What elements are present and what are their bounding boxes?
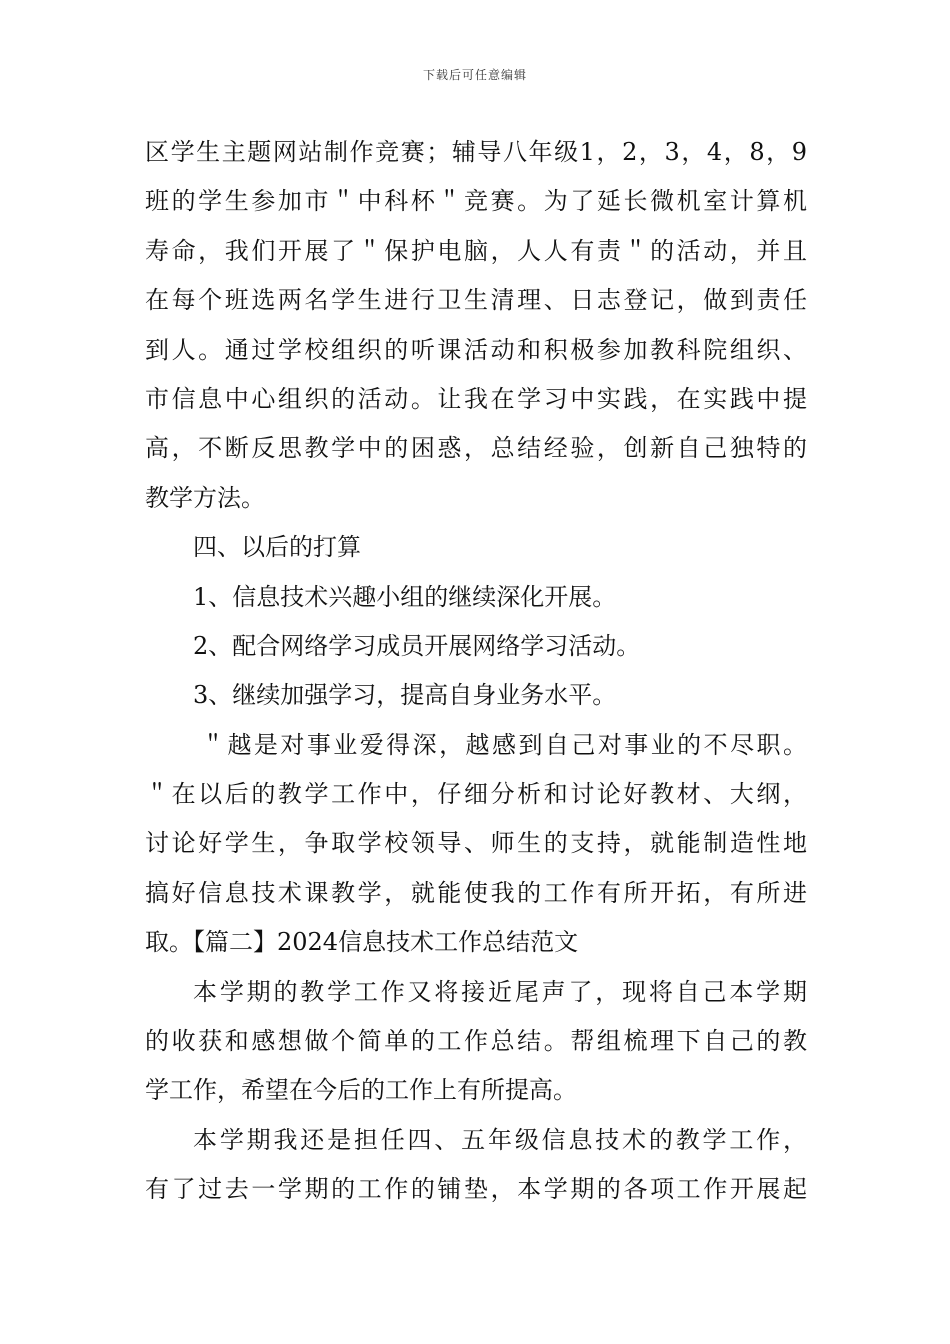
text-line: ＂越是对事业爱得深，越感到自己对事业的不尽职。 [201,730,807,759]
text-line: 讨论好学生，争取学校领导、师生的支持，就能制造性地 [145,829,807,858]
text-line: 在每个班选两名学生进行卫生清理、日志登记，做到责任 [145,286,807,315]
list-item: 2、配合网络学习成员开展网络学习活动。 [193,631,641,660]
text-line: 本学期的教学工作又将接近尾声了，现将自己本学期 [193,977,807,1006]
text-line: 高，不断反思教学中的困惑，总结经验，创新自己独特的 [145,434,807,463]
text-line: 学工作，希望在今后的工作上有所提高。 [145,1076,577,1105]
text-line: 班的学生参加市＂中科杯＂竞赛。为了延长微机室计算机 [145,187,807,216]
text-line: 到人。通过学校组织的听课活动和积极参加教科院组织、 [145,335,807,364]
text-line: 的收获和感想做个简单的工作总结。帮组梳理下自己的教 [145,1027,807,1056]
text-line: 教学方法。 [145,483,265,512]
page-header: 下载后可任意编辑 [422,68,527,82]
text-line: 寿命，我们开展了＂保护电脑，人人有责＂的活动，并且 [145,236,807,265]
list-item: 1、信息技术兴趣小组的继续深化开展。 [193,582,617,611]
text-line: 本学期我还是担任四、五年级信息技术的教学工作， [193,1125,807,1154]
text-line: 市信息中心组织的活动。让我在学习中实践，在实践中提 [145,384,807,413]
document-body [145,128,807,1215]
list-item: 3、继续加强学习，提高自身业务水平。 [193,681,617,710]
text-line: 有了过去一学期的工作的铺垫，本学期的各项工作开展起 [145,1175,807,1204]
text-line: 区学生主题网站制作竞赛；辅导八年级1，2，3，4，8，9 [145,138,807,166]
text-line: 取。【篇二】2024信息技术工作总结范文 [145,928,579,957]
text-line: ＂在以后的教学工作中，仔细分析和讨论好教材、大纲， [145,780,807,809]
section-heading: 四、以后的打算 [193,533,361,562]
text-line: 搞好信息技术课教学，就能使我的工作有所开拓，有所进 [145,878,807,907]
